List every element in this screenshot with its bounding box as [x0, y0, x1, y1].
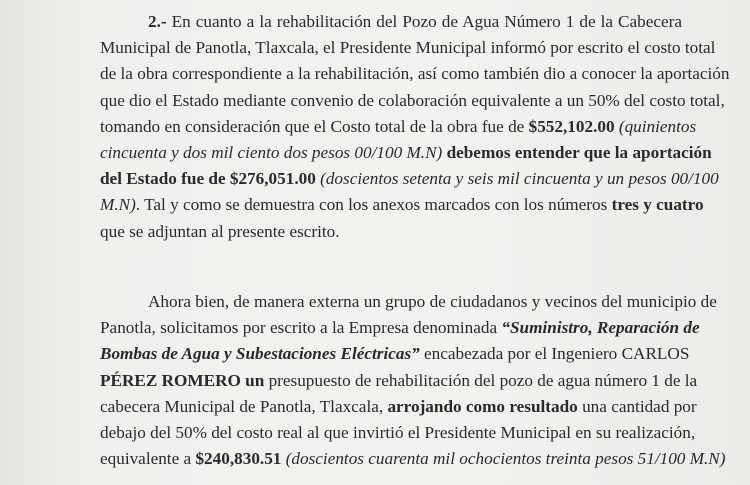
- text-line: [100, 61, 730, 87]
- text-line: [100, 166, 719, 192]
- text-run: cabecera Municipal de Panotla, Tlaxcala,: [100, 396, 388, 416]
- text-run: presupuesto de rehabilitación del pozo de agua número 1 de la: [264, 370, 698, 390]
- text-run: Municipal de Panotla, Tlaxcala, el Presidente Municipal informó por escrito el costo total: [100, 38, 716, 58]
- text-run: Bombas de Agua y Subestaciones Eléctricas”: [100, 344, 420, 364]
- text-run: En cuanto a la rehabilitación del Pozo de Agua Número 1 de la Cabecera: [166, 12, 682, 31]
- text-run: de la obra correspondiente a la rehabilitación, así como también dio a conocer la aportación: [100, 64, 730, 84]
- text-line: [100, 341, 690, 367]
- text-run: 2.-: [148, 12, 167, 31]
- text-run: del Estado fue de $276,051.00: [100, 169, 316, 189]
- text-run: equivalente a: [100, 449, 196, 469]
- text-run: Panotla, solicitamos por escrito a la Empresa denominada: [100, 318, 502, 338]
- text-run: que se adjuntan al presente escrito.: [100, 221, 340, 241]
- text-run: que dio el Estado mediante convenio de colaboración equivalente a un 50% del costo total,: [100, 90, 725, 110]
- text-run: Ahora bien, de manera externa un grupo de ciudadanos y vecinos del municipio de: [148, 292, 717, 311]
- text-run: encabezada por el Ingeniero CARLOS: [419, 344, 690, 364]
- text-line: [100, 192, 704, 218]
- text-line: [100, 289, 717, 315]
- text-line: [100, 394, 697, 420]
- text-run: (doscientos cuarenta mil ochocientos treinta pesos 51/100 M.N): [281, 449, 726, 469]
- text-line: [100, 219, 682, 245]
- text-run: (quinientos: [614, 116, 697, 136]
- text-run: debajo del 50% del costo real al que invirtió el Presidente Municipal en su realización,: [100, 423, 696, 443]
- text-run: un: [245, 370, 265, 390]
- paragraph-presupuesto-externo: [100, 289, 726, 472]
- text-line: [100, 315, 700, 341]
- text-line: [100, 88, 725, 114]
- text-line: [100, 446, 726, 472]
- text-line: [100, 35, 716, 61]
- text-run: arrojando como resultado: [387, 396, 578, 416]
- text-line: [100, 9, 682, 35]
- text-run: $552,102.00: [528, 116, 615, 136]
- paragraph-pozo-rehabilitacion: [100, 9, 730, 245]
- text-run: tres y cuatro: [611, 195, 704, 215]
- text-line: [100, 420, 696, 446]
- text-run: PÉREZ ROMERO: [100, 370, 241, 390]
- text-line: [100, 368, 698, 394]
- text-run: cincuenta y dos mil ciento dos pesos 00/100 M.N): [100, 143, 443, 163]
- text-run: debemos entender que la aportación: [442, 143, 712, 163]
- text-run: $240,830.51: [195, 449, 282, 469]
- text-run: “Suministro, Reparación de: [501, 318, 700, 338]
- text-line: [100, 140, 712, 166]
- text-run: tomando en consideración que el Costo total de la obra fue de: [100, 116, 529, 136]
- text-run: . Tal y como se demuestra con los anexos marcados con los números: [135, 195, 612, 215]
- text-run: (doscientos setenta y seis mil cincuenta y un pesos 00/100: [315, 169, 719, 189]
- text-line: [100, 114, 697, 140]
- text-run: M.N): [100, 195, 136, 215]
- text-run: una cantidad por: [577, 396, 697, 416]
